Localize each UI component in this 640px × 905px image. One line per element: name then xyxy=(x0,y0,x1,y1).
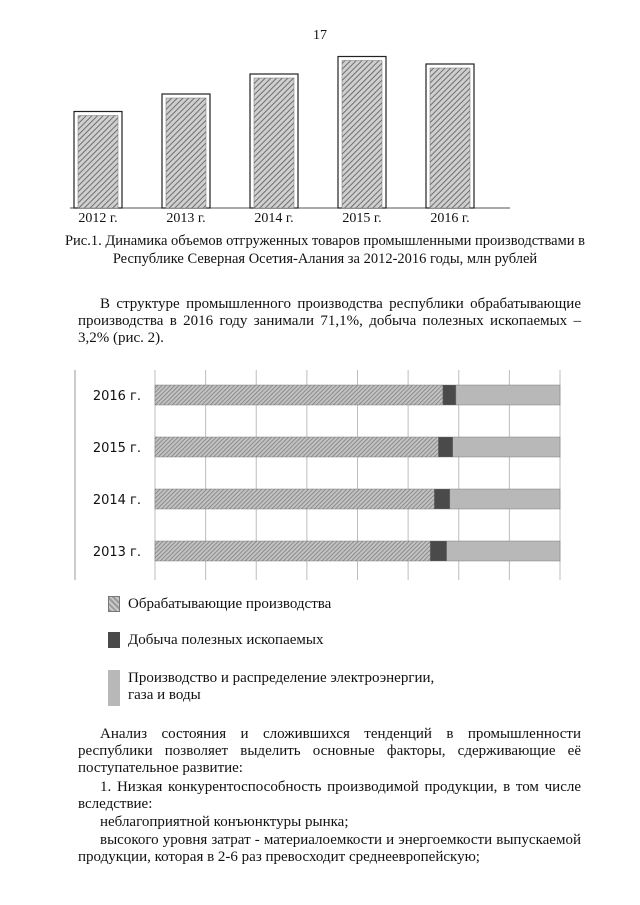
analysis-paragraph: Анализ состояния и сложившихся тенденций в промышленности республики позволяет выделить основные факторы, сдерживающие её поступательное развитие: xyxy=(78,726,581,776)
bar-segment xyxy=(450,489,560,509)
bar-segment xyxy=(443,385,456,405)
y-tick-label: 2015 г. xyxy=(92,441,141,456)
legend-swatch-manufacturing xyxy=(108,596,120,612)
bar-segment xyxy=(434,489,449,509)
legend-swatch-energy xyxy=(108,670,120,706)
bar-2012 xyxy=(78,116,118,209)
y-tick-label: 2016 г. xyxy=(92,389,141,404)
bar-segment xyxy=(456,385,560,405)
intro-paragraph: В структуре промышленного производства республики обрабатывающие производства в 2016 году занимали 71,1%, добыча полезных ископаемых – 3,2% (рис. 2). xyxy=(78,296,581,346)
bar-segment xyxy=(155,541,430,561)
y-tick-label: 2013 г. xyxy=(92,545,141,560)
bar-segment xyxy=(453,437,560,457)
legend-item-manufacturing xyxy=(108,596,331,613)
bar-2014 xyxy=(254,78,294,208)
bar-2015 xyxy=(342,61,382,209)
legend-swatch-mining xyxy=(108,632,120,648)
x-tick-label: 2016 г. xyxy=(430,211,470,226)
bar-segment xyxy=(447,541,560,561)
factor-1-paragraph: 1. Низкая конкурентоспособность производимой продукции, в том числе вследствие: xyxy=(78,779,581,812)
legend-label-energy: Производство и распределение электроэнергии, газа и воды xyxy=(128,670,435,703)
industry-structure-chart xyxy=(75,370,580,580)
shipments-bar-chart xyxy=(70,52,510,232)
bar-segment xyxy=(155,489,434,509)
x-tick-label: 2015 г. xyxy=(342,211,382,226)
bar-segment xyxy=(430,541,446,561)
x-tick-label: 2013 г. xyxy=(166,211,206,226)
legend-item-mining xyxy=(108,632,323,649)
factor-1b-paragraph: высокого уровня затрат - материалоемкости и энергоемкости выпускаемой продукции, которая в 2-6 раз превосходит среднеевропейскую; xyxy=(78,832,581,865)
factor-1a-paragraph: неблагоприятной конъюнктуры рынка; xyxy=(100,814,349,830)
legend-label-manufacturing: Обрабатывающие производства xyxy=(128,596,332,612)
x-tick-label: 2014 г. xyxy=(254,211,294,226)
bar-segment xyxy=(155,385,443,405)
figure-1-caption: Рис.1. Динамика объемов отгруженных товаров промышленными производствами в Республике Северная Осетия-Алания за 2012-2016 годы, млн рублей xyxy=(64,233,585,267)
page-number: 17 xyxy=(313,28,327,43)
y-tick-label: 2014 г. xyxy=(92,493,141,508)
x-tick-label: 2012 г. xyxy=(78,211,118,226)
bar-segment xyxy=(439,437,453,457)
legend-label-mining: Добыча полезных ископаемых xyxy=(128,632,324,648)
bar-2016 xyxy=(430,68,470,208)
bar-segment xyxy=(155,437,439,457)
legend-item-energy xyxy=(108,670,458,706)
bar-2013 xyxy=(166,98,206,208)
